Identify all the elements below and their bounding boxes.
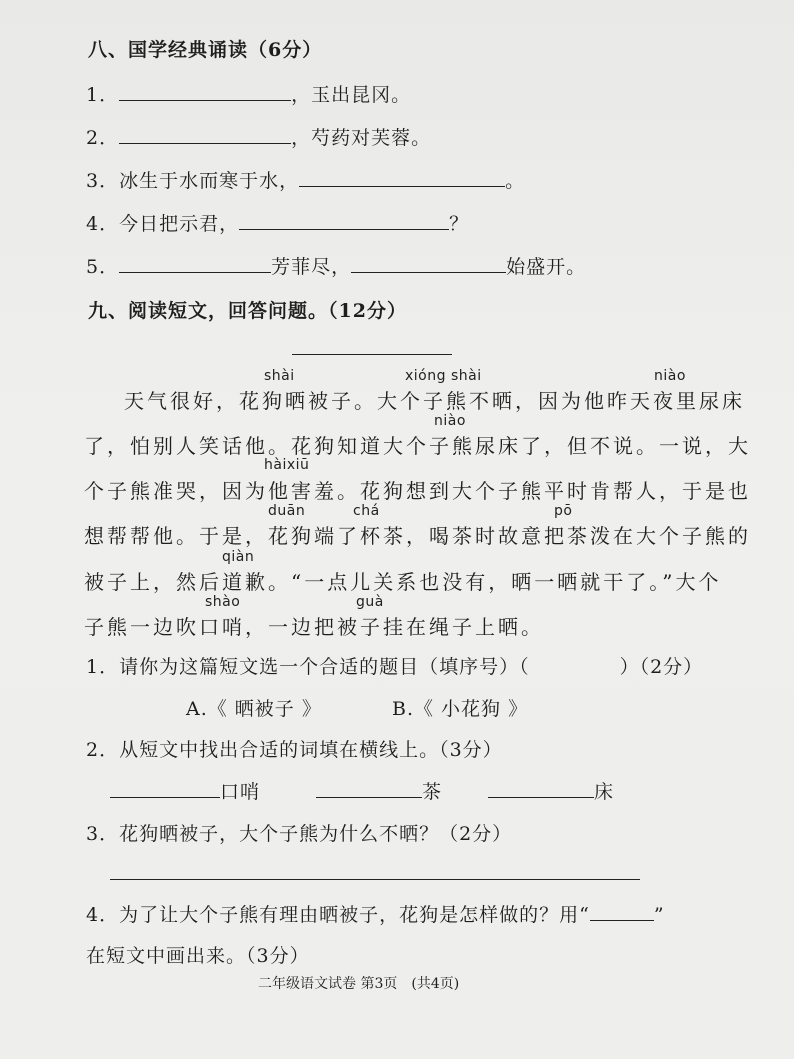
pinyin-shai: shài (264, 368, 295, 384)
passage-line: 天气很好，花狗晒被子。大个子熊不晒，因为他昨天夜里尿床 (124, 389, 745, 413)
question-text: 1．请你为这篇短文选一个合适的题目（填序号）（ (86, 656, 530, 678)
pinyin-po: pō (554, 503, 573, 519)
answer-blank[interactable] (488, 781, 594, 798)
pinyin-shao: shào (205, 594, 241, 610)
passage-line: 被子上，然后道歉。“一点儿关系也没有，晒一晒就干了。”大个 (84, 570, 722, 594)
question-score: ）（2分） (619, 656, 704, 678)
item-number: 3． (86, 170, 120, 192)
pinyin-xiong-shai: xióng shài (405, 368, 482, 384)
pinyin-niao: niào (434, 413, 466, 429)
option-a: A.《 晒被子 》 (186, 698, 322, 720)
word: 床 (594, 781, 615, 803)
passage-line: 子熊一边吹口哨，一边把被子挂在绳子上晒。 (84, 615, 544, 639)
item-text: 芳菲尽， (271, 256, 352, 278)
item-number: 4． (86, 213, 120, 235)
pinyin-haixiu: hàixiū (264, 457, 310, 473)
poem-item-2 (86, 123, 431, 150)
answer-blank[interactable] (119, 84, 291, 101)
answer-blank[interactable] (239, 213, 449, 230)
question-4 (86, 900, 665, 927)
item-end: ？ (449, 213, 470, 235)
q2-word-3 (488, 777, 614, 804)
section9-heading: 九、阅读短文，回答问题。（12分） (88, 300, 407, 322)
item-number: 1． (86, 84, 120, 106)
poem-item-4 (86, 209, 469, 236)
passage-line: 了，怕别人笑话他。花狗知道大个子熊尿床了，但不说。一说，大 (84, 434, 751, 458)
answer-blank[interactable] (351, 256, 506, 273)
question-2: 2．从短文中找出合适的词填在横线上。（3分） (86, 739, 503, 761)
item-text: 冰生于水而寒于水， (119, 170, 300, 192)
page-footer: 二年级语文试卷 第3页 (共4页) (258, 976, 460, 992)
word: 口哨 (220, 781, 261, 803)
poem-item-5 (86, 252, 586, 279)
word: 茶 (422, 781, 443, 803)
answer-blank[interactable] (110, 781, 220, 798)
underline-sample (590, 904, 654, 921)
item-text: ，芍药对芙蓉。 (291, 127, 432, 149)
q2-word-2 (316, 777, 442, 804)
poem-item-1 (86, 80, 411, 107)
pinyin-cha: chá (353, 503, 380, 519)
item-text: ，玉出昆冈。 (291, 84, 412, 106)
pinyin-qian: qiàn (222, 549, 255, 565)
poem-item-3 (86, 166, 525, 193)
pinyin-niao: niào (654, 368, 686, 384)
answer-blank[interactable] (119, 127, 291, 144)
item-text: 今日把示君， (119, 213, 240, 235)
question-1 (86, 652, 703, 679)
question-4-line2: 在短文中画出来。（3分） (86, 945, 310, 967)
item-end: 始盛开。 (506, 256, 587, 278)
answer-blank[interactable] (299, 170, 505, 187)
answer-blank[interactable] (316, 781, 422, 798)
question-text: 4．为了让大个子熊有理由晒被子，花狗是怎样做的？用“ (86, 904, 590, 926)
pinyin-duan: duān (268, 503, 306, 519)
title-blank[interactable] (292, 354, 452, 355)
item-end: 。 (505, 170, 526, 192)
question-3: 3．花狗晒被子，大个子熊为什么不晒？（2分） (86, 823, 513, 845)
answer-blank[interactable] (119, 256, 271, 273)
passage-line: 个子熊准哭，因为他害羞。花狗想到大个子熊平时肯帮人，于是也 (84, 479, 751, 503)
answer-line[interactable] (110, 879, 640, 880)
item-number: 2． (86, 127, 120, 149)
q2-word-1 (110, 777, 260, 804)
option-b: B.《 小花狗 》 (392, 698, 529, 720)
section8-heading: 八、国学经典诵读（6分） (88, 39, 323, 61)
pinyin-gua: guà (356, 594, 384, 610)
item-number: 5． (86, 256, 120, 278)
passage-line: 想帮帮他。于是，花狗端了杯茶，喝茶时故意把茶泼在大个子熊的 (84, 524, 751, 548)
close-quote: ” (653, 904, 665, 926)
